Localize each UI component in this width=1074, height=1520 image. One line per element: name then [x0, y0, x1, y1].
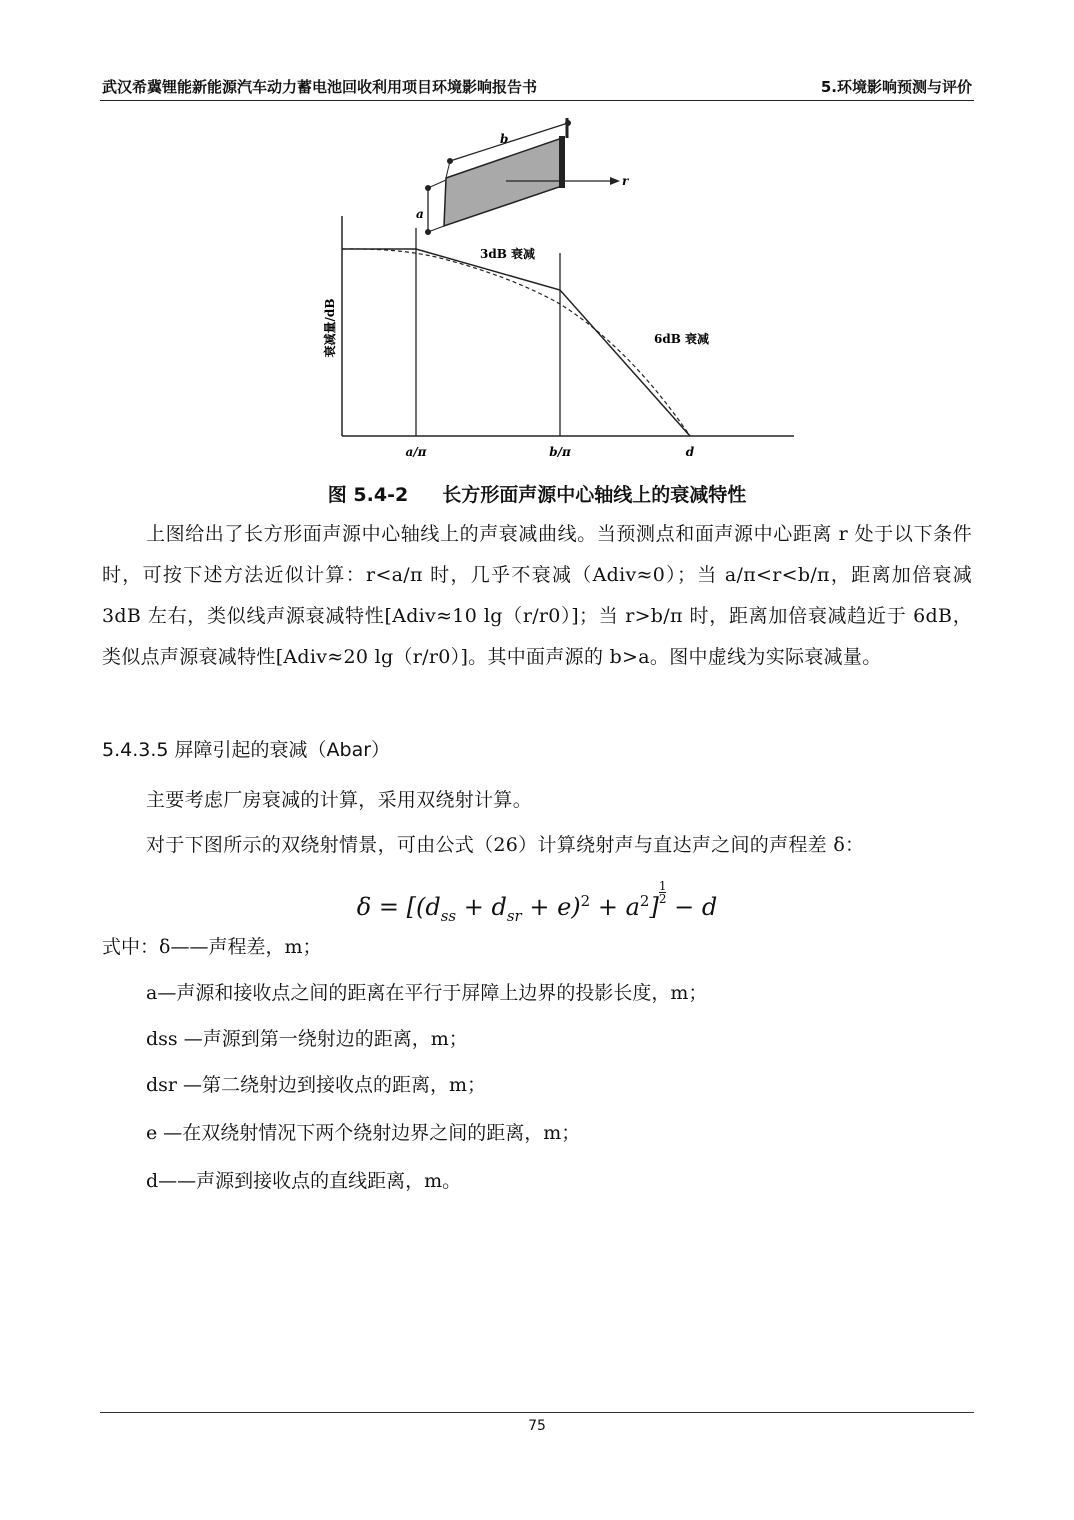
- region-3db-label: 3dB 衰减: [480, 247, 536, 261]
- section-heading: 5.4.3.5 屏障引起的衰减（Abar）: [102, 739, 391, 761]
- dimension-a-end: [425, 229, 431, 235]
- definition-intro: 式中：δ——声程差，m；: [102, 936, 322, 958]
- formula-dsr-subscript: sr: [506, 906, 522, 925]
- paragraph-calculation-method: 主要考虑厂房衰减的计算，采用双绕射计算。: [146, 789, 533, 811]
- dimension-a-start: [425, 185, 431, 191]
- definition-dss: dss —声源到第一绕射边的距离，m；: [146, 1028, 468, 1050]
- formula-dsr: d: [491, 893, 507, 921]
- attenuation-diagram: [310, 108, 810, 468]
- approximate-attenuation-curve: [342, 249, 690, 436]
- definition-dsr: dsr —第二绕射边到接收点的距离，m；: [146, 1074, 487, 1096]
- figure-caption: [0, 480, 1074, 507]
- figure-number: 图 5.4-2: [327, 484, 409, 506]
- formula-tail: − d: [666, 893, 718, 921]
- formula-plus-a: + a: [590, 893, 640, 921]
- formula-close-bracket: ]: [649, 893, 659, 921]
- formula-square-2: 2: [639, 892, 650, 910]
- region-6db-label: 6dB 衰减: [654, 332, 710, 346]
- x-tick-d: d: [685, 445, 695, 459]
- footer-divider: [100, 1412, 974, 1413]
- dimension-b-tick: [446, 161, 450, 178]
- x-tick-a-over-pi: a/π: [405, 445, 427, 459]
- document-header-title: 武汉希冀锂能新能源汽车动力蓄电池回收利用项目环境影响报告书: [102, 78, 538, 96]
- y-axis-label: 衰减量/dB: [323, 298, 337, 358]
- area-source-shape: [444, 138, 562, 226]
- formula-dss-subscript: ss: [440, 906, 457, 925]
- r-axis-label: r: [622, 174, 629, 188]
- formula-exponent-denominator: 2: [658, 892, 667, 906]
- definition-a: a—声源和接收点之间的距离在平行于屏障上边界的投影长度，m；: [146, 982, 708, 1004]
- formula-exponent-numerator: 1: [658, 879, 667, 893]
- x-tick-b-over-pi: b/π: [549, 445, 571, 459]
- figure-title: 长方形面声源中心轴线上的衰减特性: [442, 484, 747, 506]
- r-axis-arrowhead: [610, 177, 620, 185]
- header-divider: [100, 100, 974, 101]
- formula-plus-1: +: [456, 893, 492, 921]
- paragraph-formula-intro: 对于下图所示的双绕射情景，可由公式（26）计算绕射声与直达声之间的声程差 δ：: [146, 834, 865, 856]
- source-edge-bar: [559, 136, 565, 188]
- formula-lhs: δ = [(: [356, 893, 426, 921]
- page-number: 75: [528, 1418, 546, 1434]
- path-difference-formula: [0, 880, 1074, 925]
- definition-d: d——声源到接收点的直线距离，m。: [146, 1170, 462, 1192]
- definition-e: e —在双绕射情况下两个绕射边界之间的距离，m；: [146, 1122, 581, 1144]
- formula-square-1: 2: [580, 892, 591, 910]
- dimension-b-end: [565, 120, 571, 126]
- dimension-a-label: a: [416, 207, 424, 221]
- paragraph-attenuation-explanation: 上图给出了长方形面声源中心轴线上的声衰减曲线。当预测点和面声源中心距离 r 处于以下条件时，可按下述方法近似计算：r<a/π 时，几乎不衰减（Adiv≈0）；当 a/π<r<b/π，距离加倍衰减 3dB 左右，类似线声源衰减特性[Adiv≈10 lg（r/r0）]；当 r>b/π 时，距离加倍衰减趋近于 6dB，类似点声源衰减特性[Adiv≈20 lg（r/r0）]。其中面声源的 b>a。图中虚线为实际衰减量。: [102, 523, 972, 668]
- attenuation-figure: [310, 108, 810, 468]
- dimension-b-label: b: [500, 132, 509, 146]
- formula-rest-1: + e): [521, 893, 581, 921]
- formula-dss: d: [425, 893, 441, 921]
- document-header-chapter: 5.环境影响预测与评价: [820, 78, 972, 96]
